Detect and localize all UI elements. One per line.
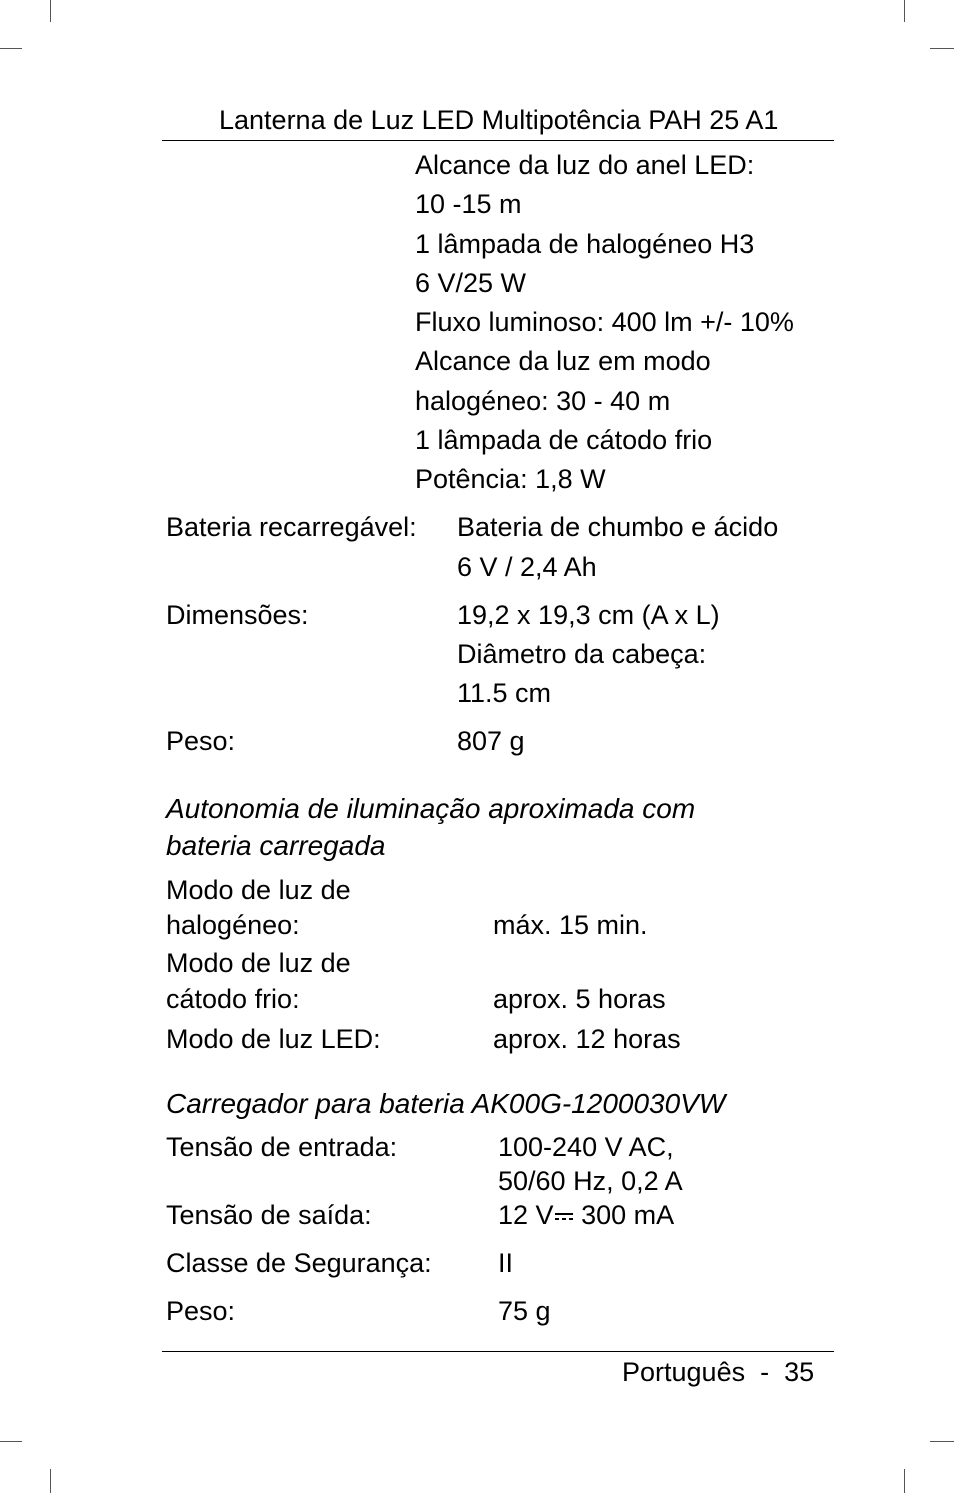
crop-mark <box>904 0 905 22</box>
autonomy-value: aprox. 5 horas <box>493 984 666 1014</box>
autonomy-value: aprox. 12 horas <box>493 1024 681 1054</box>
page-number: 35 <box>784 1357 815 1387</box>
footer-separator: - <box>760 1357 770 1387</box>
input-voltage-value: 50/60 Hz, 0,2 A <box>498 1166 683 1196</box>
dimensions-label: Dimensões: <box>166 600 309 630</box>
spec-line: Potência: 1,8 W <box>415 464 606 494</box>
spec-line: 1 lâmpada de cátodo frio <box>415 425 713 455</box>
charger-weight-value: 75 g <box>498 1296 551 1326</box>
dimensions-value: 19,2 x 19,3 cm (A x L) <box>457 600 720 630</box>
charger-heading: Carregador para bateria AK00G-1200030VW <box>166 1088 726 1119</box>
crop-mark <box>930 48 954 49</box>
charger-weight-label: Peso: <box>166 1296 236 1326</box>
autonomy-label: Modo de luz de <box>166 948 351 978</box>
footer-language: Português <box>622 1357 746 1387</box>
crop-mark <box>0 1441 22 1442</box>
spec-line: Alcance da luz do anel LED: <box>415 150 755 180</box>
autonomy-label: cátodo frio: <box>166 984 300 1014</box>
input-voltage-label: Tensão de entrada: <box>166 1132 398 1162</box>
header-rule <box>162 140 834 141</box>
spec-line: Alcance da luz em modo <box>415 346 711 376</box>
output-voltage-text: 12 V <box>498 1200 554 1230</box>
crop-mark <box>904 1469 905 1493</box>
spec-line: 10 -15 m <box>415 189 522 219</box>
safety-class-value: II <box>498 1248 514 1278</box>
weight-label: Peso: <box>166 726 236 756</box>
dimensions-value: 11.5 cm <box>457 678 552 708</box>
input-voltage-value: 100-240 V AC, <box>498 1132 674 1162</box>
weight-value: 807 g <box>457 726 525 756</box>
autonomy-value: máx. 15 min. <box>493 910 648 940</box>
battery-label: Bateria recarregável: <box>166 512 417 542</box>
battery-value: Bateria de chumbo e ácido <box>457 512 779 542</box>
crop-mark <box>50 0 51 22</box>
dimensions-value: Diâmetro da cabeça: <box>457 639 707 669</box>
output-current-text: 300 mA <box>581 1200 675 1230</box>
crop-mark <box>0 48 22 49</box>
footer-rule <box>162 1351 834 1352</box>
page-footer <box>622 1359 814 1386</box>
spec-line: 6 V/25 W <box>415 268 527 298</box>
crop-mark <box>50 1469 51 1493</box>
direct-current-icon <box>554 1210 574 1224</box>
crop-mark <box>930 1441 954 1442</box>
autonomy-label: Modo de luz de <box>166 875 351 905</box>
output-voltage-label: Tensão de saída: <box>166 1200 372 1230</box>
spec-line: 1 lâmpada de halogéneo H3 <box>415 229 755 259</box>
output-voltage-value <box>498 1202 674 1229</box>
autonomy-label: halogéneo: <box>166 910 300 940</box>
autonomy-label: Modo de luz LED: <box>166 1024 381 1054</box>
spec-line: Fluxo luminoso: 400 lm +/- 10% <box>415 307 794 337</box>
page-header-title: Lanterna de Luz LED Multipotência PAH 25 A1 <box>219 105 779 135</box>
battery-value: 6 V / 2,4 Ah <box>457 552 597 582</box>
spec-line: halogéneo: 30 - 40 m <box>415 386 671 416</box>
autonomy-heading: bateria carregada <box>166 830 386 861</box>
autonomy-heading: Autonomia de iluminação aproximada com <box>166 793 696 824</box>
safety-class-label: Classe de Segurança: <box>166 1248 432 1278</box>
